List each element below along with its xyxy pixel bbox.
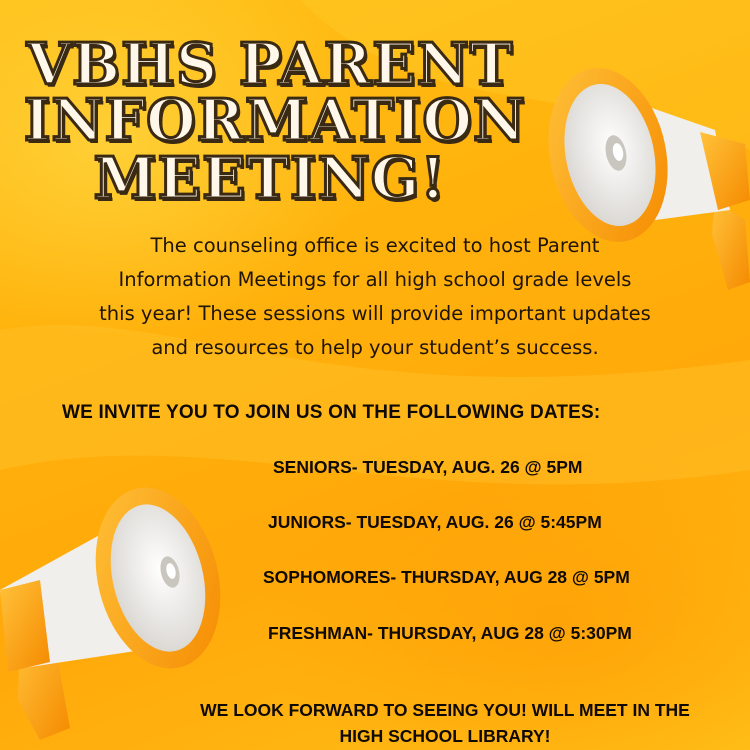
invite-heading: WE INVITE YOU TO JOIN US ON THE FOLLOWING DATES: bbox=[62, 402, 601, 423]
closing-line: HIGH SCHOOL LIBRARY! bbox=[339, 726, 551, 746]
page-title-line-3: MEETING! bbox=[93, 145, 447, 212]
intro-line: The counseling office is excited to host Parent bbox=[150, 234, 600, 257]
closing-line: WE LOOK FORWARD TO SEEING YOU! WILL MEET IN THE bbox=[200, 700, 690, 720]
intro-line: and resources to help your student’s success. bbox=[151, 336, 599, 359]
intro-line: this year! These sessions will provide important updates bbox=[99, 302, 651, 325]
date-juniors: JUNIORS- TUESDAY, AUG. 26 @ 5:45PM bbox=[268, 512, 602, 532]
page-title-line-2: INFORMATION bbox=[23, 87, 527, 154]
closing-message bbox=[150, 697, 740, 749]
date-seniors: SENIORS- TUESDAY, AUG. 26 @ 5PM bbox=[273, 457, 583, 477]
date-sophomores: SOPHOMORES- THURSDAY, AUG 28 @ 5PM bbox=[263, 567, 630, 587]
intro-paragraph bbox=[60, 229, 690, 365]
page-title-line-1: VBHS PARENT bbox=[26, 31, 514, 98]
intro-line: Information Meetings for all high school grade levels bbox=[118, 268, 632, 291]
date-freshman: FRESHMAN- THURSDAY, AUG 28 @ 5:30PM bbox=[268, 623, 632, 643]
